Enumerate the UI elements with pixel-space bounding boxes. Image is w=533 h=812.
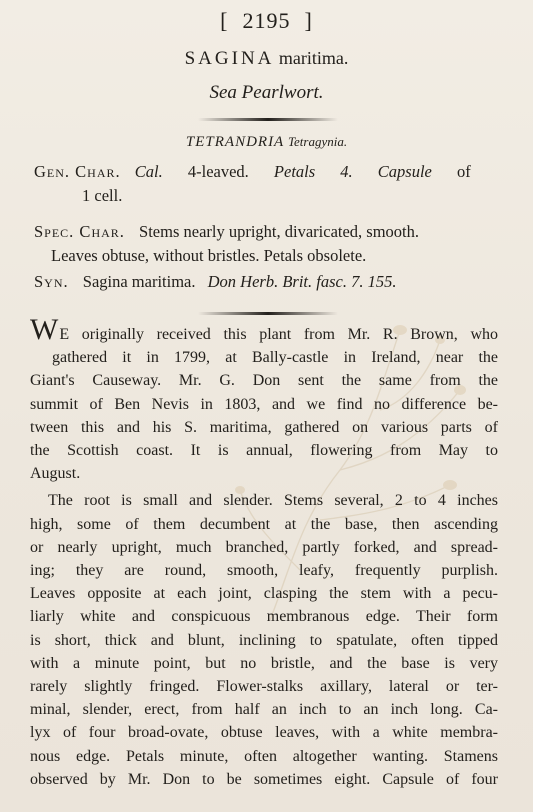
ornamental-rule-top [198, 118, 338, 121]
paragraph-line: WE originally received this plant from Mr. R. Brown, who [30, 313, 498, 346]
paragraph-line: the Scottish coast. It is annual, flowering from May to [30, 442, 498, 460]
page-number-heading [0, 8, 533, 34]
specific-character [34, 220, 504, 268]
drop-cap: W [30, 313, 60, 346]
spec-char-line2: Leaves obtuse, without bristles. Petals obsolete. [51, 246, 367, 265]
paragraph-line: ing; they are round, smooth, leafy, frequently purplish. [30, 562, 498, 580]
paragraph-line: high, some of them decumbent at the base, then ascending [30, 515, 498, 533]
spec-char-label: Spec. Char. [34, 222, 125, 241]
paragraph-line: minal, slender, erect, from half an inch to an inch long. Ca- [30, 701, 498, 719]
paragraph-origin [30, 313, 498, 485]
class-name: TETRANDRIA [185, 134, 285, 150]
ornamental-rule-bottom [198, 312, 338, 315]
paragraph-line: is short, thick and blunt, inclining to spatulate, often tipped [30, 631, 498, 649]
linnaean-classification [0, 134, 533, 151]
synonym [34, 270, 504, 294]
syn-text: Sagina maritima. [82, 272, 196, 291]
paragraph-description [30, 489, 498, 791]
order-name: Tetragynia. [287, 134, 348, 149]
paragraph-line: nous edge. Petals minute, often altogether wanting. Stamens [30, 747, 498, 765]
species-title [0, 48, 533, 70]
paragraph-line: summit of Ben Nevis in 1803, and we find no difference be- [30, 395, 498, 413]
gen-char-label: Gen. Char. [34, 162, 121, 181]
paragraph-line: or nearly upright, much branched, partly forked, and spread- [30, 538, 498, 556]
paragraph-line: with a minute point, but no bristle, and the base is very [30, 654, 498, 672]
genus-name: SAGINA [184, 48, 275, 69]
species-epithet: maritima. [278, 48, 349, 68]
paragraph-line: tween this and his S. maritima, gathered on various parts of [30, 418, 498, 436]
gen-char-continuation: 1 cell. [82, 186, 123, 205]
plate-number: 2195 [242, 8, 291, 33]
syn-reference: Don Herb. Brit. fasc. 7. 155. [207, 272, 397, 291]
description-text [30, 313, 498, 791]
paragraph-line: gathered it in 1799, at Bally-castle in Ireland, near the [52, 349, 498, 367]
paragraph-line: rarely slightly fringed. Flower-stalks axillary, lateral or ter- [30, 678, 498, 696]
paragraph-line: Leaves opposite at each joint, clasping the stem with a pecu- [30, 585, 498, 603]
spec-char-line1: Stems nearly upright, divaricated, smooth. [139, 222, 420, 241]
syn-label: Syn. [34, 272, 69, 291]
paragraph-line: observed by Mr. Don to be sometimes eight. Capsule of four [30, 770, 498, 788]
paragraph-line: lyx of four broad-ovate, obtuse leaves, with a white membra- [30, 724, 498, 742]
paragraph-line: August. [30, 465, 81, 483]
paragraph-line: The root is small and slender. Stems several, 2 to 4 inches [48, 492, 498, 510]
bracket-close: ] [304, 8, 313, 33]
paragraph-line: Giant's Causeway. Mr. G. Don sent the same from the [30, 372, 498, 390]
bracket-open: [ [220, 8, 229, 33]
generic-character: Gen. Char. Cal. 4-leaved. Petals 4. Capsule of 1 cell. [34, 160, 504, 208]
common-name: Sea Pearlwort. [209, 82, 324, 103]
paragraph-line: liarly white and conspicuous membranous edge. Their form [30, 608, 498, 626]
